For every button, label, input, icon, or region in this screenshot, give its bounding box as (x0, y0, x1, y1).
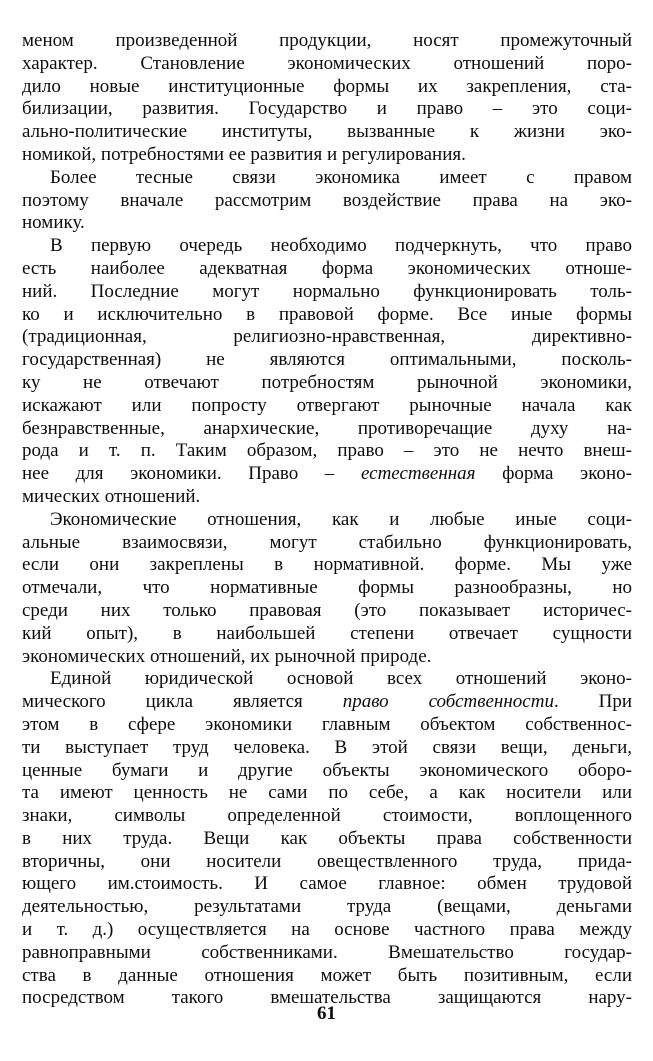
paragraph-1 (22, 30, 632, 167)
paragraph-2 (22, 167, 632, 235)
text-line: номику. (22, 212, 85, 234)
text-line: мических отношений. (22, 485, 201, 507)
text-line: и т. д.) осуществляется на основе частного права между (22, 919, 632, 941)
text-line: поэтому вначале рассмотрим воздействие права на эко- (22, 189, 632, 211)
text-line: в них труда. Вещи как объекты права собственности (22, 827, 632, 849)
text-line: ства в данные отношения может быть позитивным, если (22, 964, 632, 986)
text-line: Единой юридической основой всех отношений эконо- (50, 668, 632, 690)
text-line: ку не отвечают потребностям рыночной экономики, (22, 371, 632, 393)
emphasized-text: естественная (360, 463, 476, 485)
page-number: 61 (317, 1003, 336, 1024)
text-line: ко и исключительно в правовой форме. Все иные формы (22, 303, 632, 325)
paragraph-4 (22, 509, 632, 669)
text-line: посредством такого вмешательства защищаются нару- (22, 987, 632, 1009)
text-line: кий опыт), в наибольшей степени отвечает сущности (22, 622, 632, 644)
text-line: ти выступает труд человека. В этой связи вещи, деньги, (22, 736, 632, 758)
text-line: государственная) не являются оптимальными, посколь- (22, 349, 632, 371)
text-line: альные взаимосвязи, могут стабильно функционировать, (22, 531, 632, 553)
emphasized-text: право собственности (342, 691, 554, 713)
text-line: ющего им.стоимость. И самое главное: обмен трудовой (22, 873, 632, 895)
text-line: рода и т. п. Таким образом, право – это не нечто внеш- (22, 440, 632, 462)
text-line: Более тесные связи экономика имеет с правом (50, 166, 632, 188)
text-line: экономических отношений, их рыночной природе. (22, 645, 432, 667)
page-body (22, 30, 632, 1010)
text-line: ценные бумаги и другие объекты экономического оборо- (22, 759, 632, 781)
text-line: среди них только правовая (это показывает историчес- (22, 599, 632, 621)
text-line: мического цикла является право собственности. При (22, 691, 632, 713)
text-line: равноправными собственниками. Вмешательство государ- (22, 941, 632, 963)
text-line: дило новые институционные формы их закрепления, ста- (22, 75, 632, 97)
text-line: номикой, потребностями ее развития и регулирования. (22, 143, 466, 165)
text-line: деятельностью, результатами труда (вещами, деньгами (22, 896, 632, 918)
paragraph-3 (22, 235, 632, 509)
text-line: ально-политические институты, вызванные к жизни эко- (22, 121, 632, 143)
text-line: вторичны, они носители овеществленного труда, прида- (22, 850, 632, 872)
text-line: если они закреплены в нормативной. форме. Мы уже (22, 554, 632, 576)
text-line: есть наиболее адекватная форма экономических отноше- (22, 257, 632, 279)
text-line: В первую очередь необходимо подчеркнуть, что право (50, 235, 632, 257)
text-line: та имеют ценность не сами по себе, а как носители или (22, 782, 632, 804)
paragraph-5 (22, 668, 632, 1010)
text-line: этом в сфере экономики главным объектом собственнос- (22, 713, 632, 735)
text-line: знаки, символы определенной стоимости, воплощенного (22, 805, 632, 827)
text-line: безнравственные, анархические, противоречащие духу на- (22, 417, 632, 439)
text-line: искажают или попросту отвергают рыночные начала как (22, 394, 632, 416)
text-line: нее для экономики. Право – естественная форма эконо- (22, 463, 632, 485)
text-line: (традиционная, религиозно-нравственная, директивно- (22, 326, 632, 348)
text-line: Экономические отношения, как и любые иные соци- (50, 508, 632, 530)
text-line: меном произведенной продукции, носят промежуточный (22, 30, 632, 51)
text-line: характер. Становление экономических отношений поро- (22, 52, 632, 74)
text-line: билизации, развития. Государство и право – это соци- (22, 98, 632, 120)
text-line: отмечали, что нормативные формы разнообразны, но (22, 577, 632, 599)
text-line: ний. Последние могут нормально функционировать толь- (22, 280, 632, 302)
